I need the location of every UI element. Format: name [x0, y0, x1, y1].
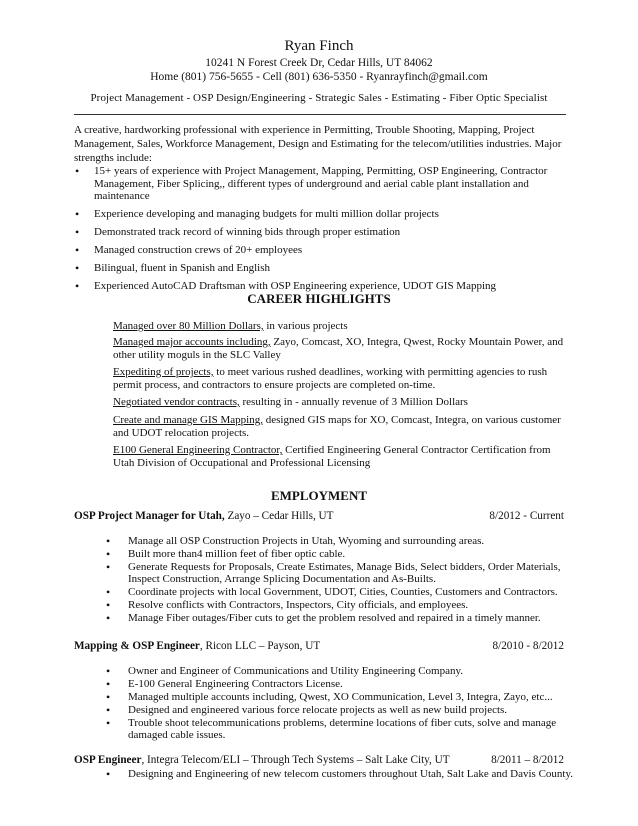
highlight-lead: Expediting of projects, [113, 366, 214, 378]
highlight-item [113, 414, 573, 439]
job-dates: 8/2012 - Current [489, 510, 564, 522]
job-duty: • Coordinate projects with local Government, UDOT, Cities, Counties, Customers and Contractors. [113, 586, 583, 598]
career-highlights-heading: CAREER HIGHLIGHTS [247, 291, 391, 306]
job-duty: • Owner and Engineer of Communications and Utility Engineering Company. [113, 665, 583, 677]
job-duties-list [113, 535, 583, 625]
job-company: Zayo – Cedar Hills, UT [224, 510, 334, 522]
job-dates: 8/2010 - 8/2012 [492, 640, 564, 652]
highlight-lead: Negotiated vendor contracts, [113, 396, 240, 408]
job-duties-list [113, 665, 583, 742]
job-company: , Ricon LLC – Payson, UT [199, 640, 321, 652]
candidate-name: Ryan Finch [284, 38, 354, 54]
strength-item: • Managed construction crews of 20+ employees [74, 244, 574, 257]
strength-item: • Experience developing and managing budgets for multi million dollar projects [74, 208, 574, 221]
job-title: OSP Engineer [74, 754, 142, 766]
employment-heading: EMPLOYMENT [270, 488, 368, 503]
strength-item: • Experienced AutoCAD Draftsman with OSP Engineering experience, UDOT GIS Mapping [74, 280, 574, 293]
job-duty: • Manage Fiber outages/Fiber cuts to get the problem resolved and repaired in a timely manner. [113, 612, 583, 624]
highlight-item [113, 396, 573, 409]
job-duty: • Designing and Engineering of new telecom customers throughout Utah, Salt Lake and Davis County. [113, 768, 583, 780]
job-duty: • E-100 General Engineering Contractors License. [113, 678, 583, 690]
header-divider [74, 114, 566, 115]
highlight-lead: Create and manage GIS Mapping, [113, 414, 263, 426]
job-dates: 8/2011 – 8/2012 [491, 754, 564, 766]
job-duty: • Designed and engineered various force relocate projects as well as new build projects. [113, 704, 583, 716]
highlight-lead: E100 General Engineering Contractor, [113, 444, 283, 456]
job-duty: • Generate Requests for Proposals, Create Estimates, Manage Bids, Select bidders, Order Materials, Inspect Construction, Arrange Splicing Documentation and As-Builts. [113, 561, 583, 585]
job-duty: • Trouble shoot telecommunications problems, determine locations of fiber cuts, solve and manage damaged cable issues. [113, 717, 583, 741]
job-duty: • Manage all OSP Construction Projects in Utah, Wyoming and surrounding areas. [113, 535, 583, 547]
highlight-text: designed GIS maps for XO, Comcast, Integra, on various customer and UDOT relocation projects. [113, 414, 561, 439]
job-title: Mapping & OSP Engineer [74, 640, 200, 652]
job-duty: • Built more than4 million feet of fiber optic cable. [113, 548, 583, 560]
strengths-list [74, 165, 574, 298]
strength-item: • Bilingual, fluent in Spanish and English [74, 262, 574, 275]
strength-item: • 15+ years of experience with Project Management, Mapping, Permitting, OSP Engineering, Contractor Management, Fiber Splicing,, different types of underground and aerial cable plant installation and maintenance [74, 165, 574, 203]
job-title: OSP Project Manager for Utah, [74, 510, 225, 522]
highlight-item [113, 444, 573, 469]
highlight-text: to meet various rushed deadlines, working with permitting agencies to rush permit process, and contractors to ensure projects are completed on-time. [113, 366, 548, 391]
job-duty: • Managed multiple accounts including, Qwest, XO Communication, Level 3, Integra, Zayo, etc... [113, 691, 583, 703]
specialties-tagline: Project Management - OSP Design/Engineering - Strategic Sales - Estimating - Fiber Optic Specialist [90, 92, 548, 104]
highlight-item [113, 336, 573, 361]
highlight-item [113, 366, 573, 391]
strength-item: • Demonstrated track record of winning bids through proper estimation [74, 226, 574, 239]
job-company: , Integra Telecom/ELI – Through Tech Systems – Salt Lake City, UT [141, 754, 450, 766]
job-header [74, 754, 564, 766]
job-header [74, 510, 564, 522]
highlight-text: Certified Engineering General Contractor Certification from Utah Division of Occupational and Professional Licensing [113, 444, 551, 469]
contact-line: Home (801) 756-5655 - Cell (801) 636-5350 - Ryanrayfinch@gmail.com [150, 71, 488, 83]
highlight-lead: Managed major accounts including, [113, 336, 271, 348]
highlight-lead: Managed over 80 Million Dollars, [113, 320, 264, 332]
address-line: 10241 N Forest Creek Dr, Cedar Hills, UT 84062 [205, 57, 433, 69]
highlight-text: resulting in - annually revenue of 3 Million Dollars [239, 396, 468, 408]
highlight-text: Zayo, Comcast, XO, Integra, Qwest, Rocky Mountain Power, and other utility moguls in the SLC Valley [113, 336, 564, 361]
highlight-item [113, 320, 573, 333]
highlight-text: in various projects [263, 320, 348, 332]
job-header [74, 640, 564, 652]
job-duties-list [113, 768, 583, 781]
job-duty: • Resolve conflicts with Contractors, Inspectors, City officials, and employees. [113, 599, 583, 611]
summary-intro: A creative, hardworking professional with experience in Permitting, Trouble Shooting, Mapping, Project Management, Sales, Workforce Management, Design and Estimating for the telecom/utilities industries. Major strengths include: [74, 124, 562, 164]
